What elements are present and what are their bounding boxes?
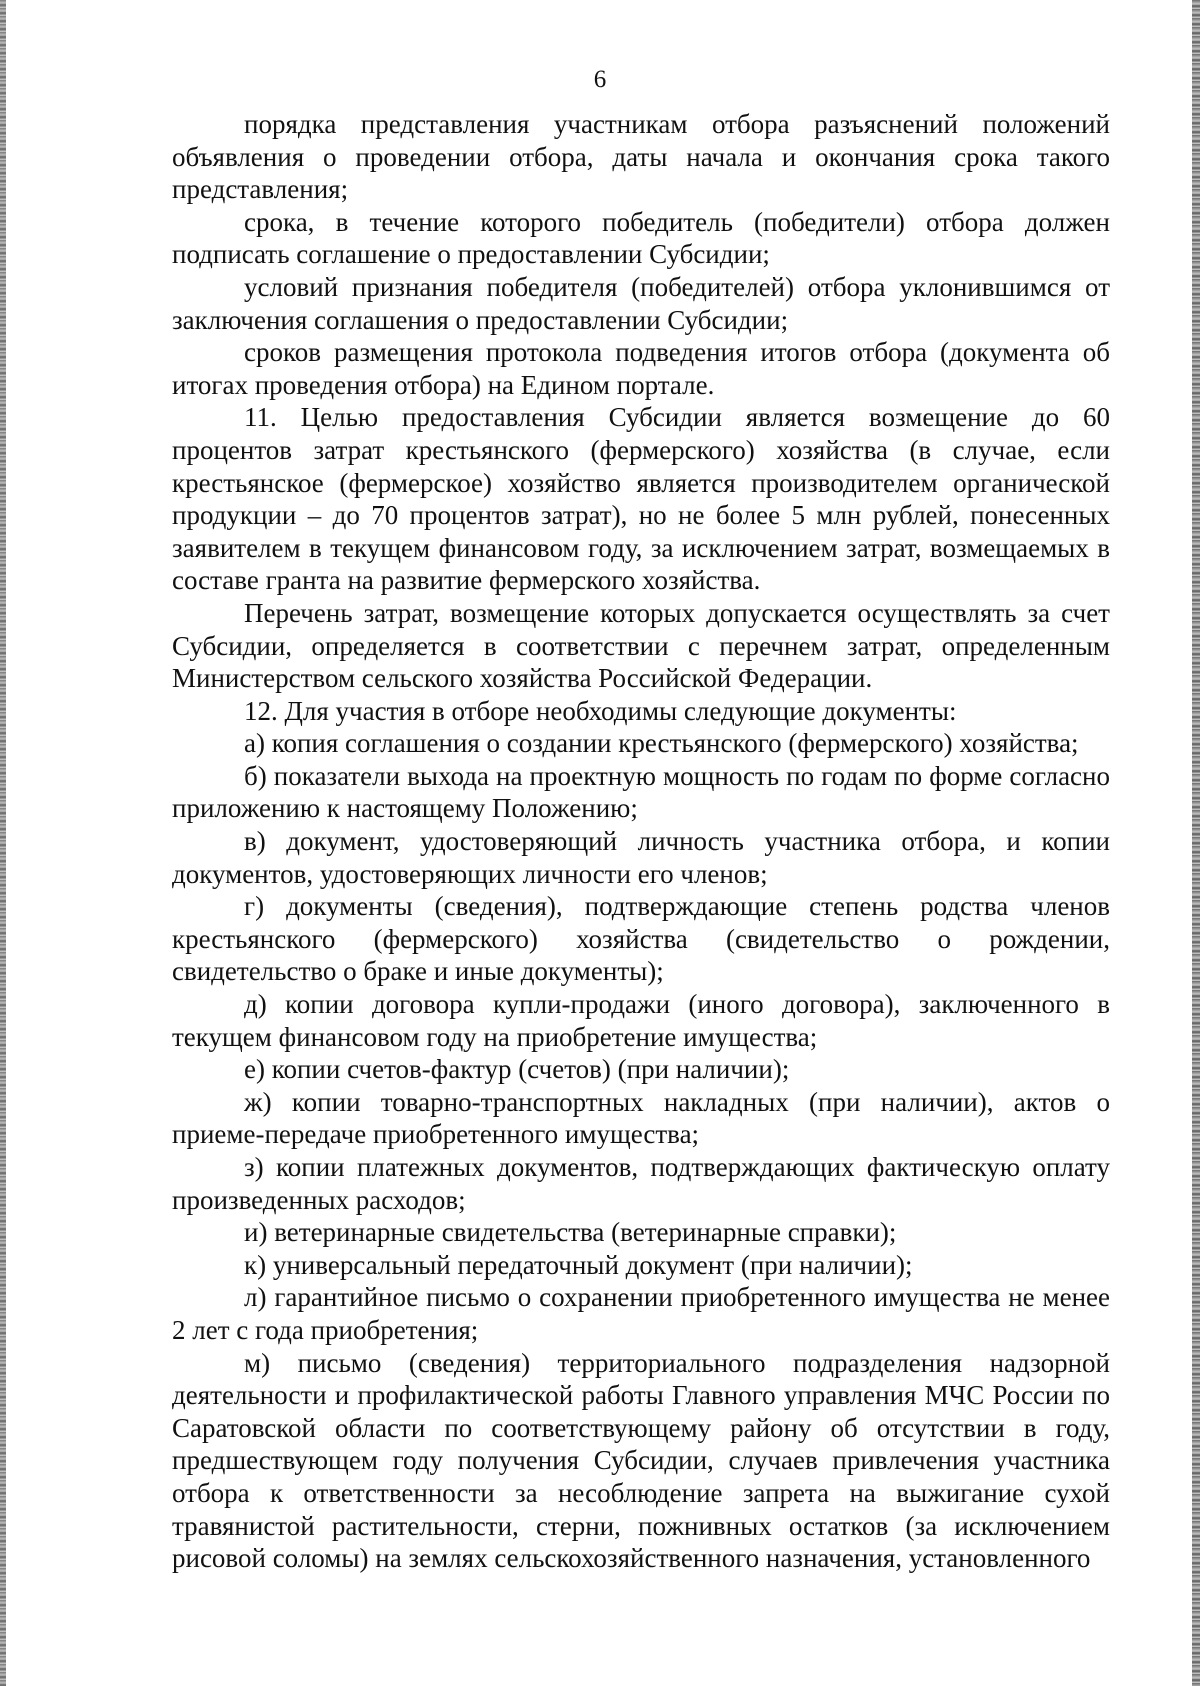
list-item: а) копия соглашения о создании крестьянского (фермерского) хозяйства; — [244, 728, 1079, 759]
list-item: в) документ, удостоверяющий личность участника отбора, и копии документов, удостоверяющих личности его членов; — [172, 826, 1110, 889]
paragraph: порядка представления участникам отбора разъяснений положений объявления о проведении отбора, даты начала и окончания срока такого представления; — [172, 109, 1110, 205]
paragraph: 11. Целью предоставления Субсидии является возмещение до 60 процентов затрат крестьянского (фермерского) хозяйства (в случае, если крестьянское (фермерское) хозяйство является производителем органической продукции – до 70 процентов затрат), но не более 5 млн рублей, понесенных заявителем в текущем финансовом году, за исключением затрат, возмещаемых в составе гранта на развитие фермерского хозяйства. — [172, 402, 1110, 596]
paragraph: 12. Для участия в отборе необходимы следующие документы: — [244, 695, 957, 726]
paragraph: сроков размещения протокола подведения итогов отбора (документа об итогах проведения отбора) на Едином портале. — [172, 337, 1110, 400]
list-item: д) копии договора купли-продажи (иного договора), заключенного в текущем финансовом году на приобретение имущества; — [172, 989, 1110, 1052]
list-item: б) показатели выхода на проектную мощность по годам по форме согласно приложению к настоящему Положению; — [172, 760, 1110, 824]
paragraph: Перечень затрат, возмещение которых допускается осуществлять за счет Субсидии, определяется в соответствии с перечнем затрат, определенным Министерством сельского хозяйства Российской Федерации. — [172, 597, 1110, 694]
paragraph: срока, в течение которого победитель (победители) отбора должен подписать соглашение о предоставлении Субсидии; — [172, 206, 1110, 270]
list-item: л) гарантийное письмо о сохранении приобретенного имущества не менее 2 лет с года приобретения; — [172, 1282, 1110, 1345]
list-item: г) документы (сведения), подтверждающие степень родства членов крестьянского (фермерского) хозяйства (свидетельство о рождении, свидетельство о браке и иные документы); — [172, 891, 1110, 987]
document-body — [172, 108, 1110, 1575]
list-item: м) письмо (сведения) территориального подразделения надзорной деятельности и профилактической работы Главного управления МЧС России по Саратовской области по соответствующему району об отсутствии в году, предшествующем году получения Субсидии, случаев привлечения участника отбора к ответственности за несоблюдение запрета на выжигание сухой травянистой растительности, стерни, пожнивных остатков (за исключением рисовой соломы) на землях сельскохозяйственного назначения, установленного — [172, 1347, 1110, 1574]
list-item: к) универсальный передаточный документ (при наличии); — [244, 1249, 913, 1280]
page-number: 6 — [593, 66, 607, 93]
scan-edge-right — [1192, 0, 1200, 1686]
list-item: з) копии платежных документов, подтверждающих фактическую оплату произведенных расходов; — [172, 1152, 1110, 1215]
list-item: и) ветеринарные свидетельства (ветеринарные справки); — [244, 1217, 897, 1248]
scan-edge-left — [0, 0, 6, 1686]
list-item: е) копии счетов-фактур (счетов) (при наличии); — [244, 1054, 790, 1085]
paragraph: условий признания победителя (победителей) отбора уклонившимся от заключения соглашения о предоставлении Субсидии; — [172, 271, 1110, 335]
list-item: ж) копии товарно-транспортных накладных (при наличии), актов о приеме-передаче приобретенного имущества; — [172, 1086, 1110, 1150]
